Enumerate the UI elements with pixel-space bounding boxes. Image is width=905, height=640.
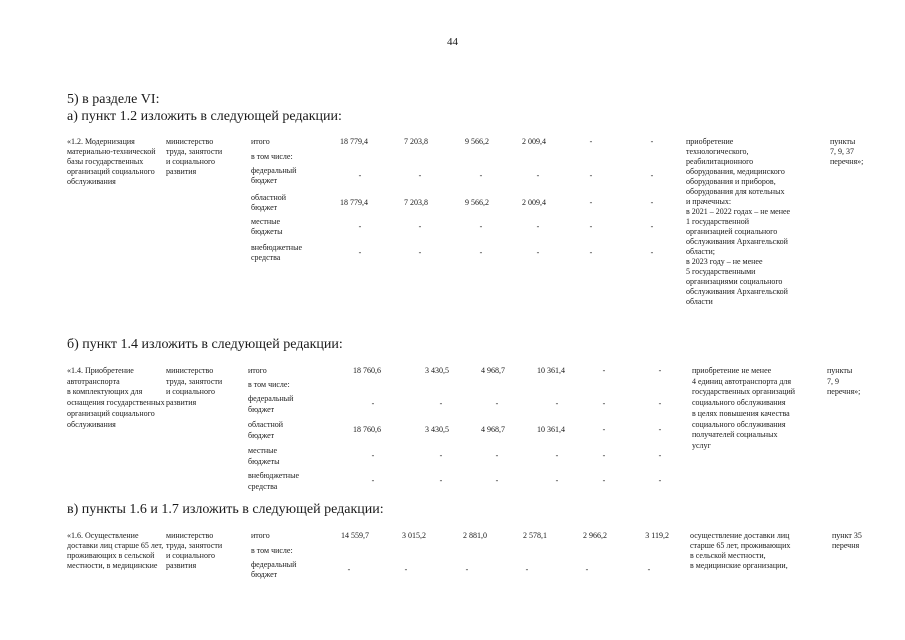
funding-source-label: средства bbox=[248, 481, 278, 491]
funding-dash: - bbox=[589, 137, 593, 146]
measure-name-line: обслуживания bbox=[67, 177, 116, 186]
funding-dash: - bbox=[418, 222, 422, 231]
section-c-heading: в) пункты 1.6 и 1.7 изложить в следующей редакции: bbox=[67, 502, 384, 517]
executor-line: труда, занятости bbox=[166, 376, 223, 386]
expected-result-line: социального обслуживания bbox=[692, 398, 786, 408]
funding-source-label: местные bbox=[248, 446, 278, 455]
funding-dash: - bbox=[589, 198, 593, 207]
expected-result-line: приобретение bbox=[686, 137, 734, 146]
funding-dash: - bbox=[439, 476, 443, 486]
funding-amount: 4 968,7 bbox=[481, 366, 505, 375]
funding-amount: 2 881,0 bbox=[463, 531, 487, 540]
funding-dash: - bbox=[525, 565, 529, 574]
funding-amount: 2 009,4 bbox=[522, 137, 546, 146]
expected-result-line: реабилитационного bbox=[686, 157, 754, 166]
funding-dash: - bbox=[658, 399, 662, 409]
funding-dash: - bbox=[589, 171, 593, 180]
expected-result-line: организациями социального bbox=[686, 277, 783, 286]
funding-dash: - bbox=[439, 399, 443, 409]
expected-result-line: 1 государственной bbox=[686, 217, 750, 226]
funding-amount: 9 566,2 bbox=[465, 198, 489, 207]
funding-source-label: внебюджетные bbox=[251, 243, 302, 252]
funding-dash: - bbox=[650, 198, 654, 207]
expected-result-line: осуществление доставки лиц bbox=[690, 531, 790, 540]
funding-dash: - bbox=[404, 565, 408, 574]
measure-name-line: материально-технической bbox=[67, 147, 156, 156]
funding-dash: - bbox=[650, 171, 654, 180]
expected-result-line: оборудования для котельных bbox=[686, 187, 785, 196]
funding-amount: 18 760,6 bbox=[353, 425, 381, 435]
funding-amount: 2 578,1 bbox=[523, 531, 547, 540]
measure-name-line: проживающих в сельской bbox=[67, 551, 155, 560]
funding-source-label: бюджет bbox=[251, 570, 278, 579]
measure-name-line: «1.2. Модернизация bbox=[67, 137, 135, 146]
reference-line: пункты bbox=[830, 137, 856, 146]
executor-line: министерство bbox=[166, 531, 214, 540]
funding-amount: 18 779,4 bbox=[340, 198, 368, 207]
expected-result-line: в сельской местности, bbox=[690, 551, 766, 560]
funding-dash: - bbox=[602, 451, 606, 461]
funding-source-label: бюджет bbox=[251, 176, 278, 185]
funding-dash: - bbox=[358, 171, 362, 180]
funding-amount: 9 566,2 bbox=[465, 137, 489, 146]
measure-name-line: «1.6. Осуществление bbox=[67, 531, 139, 540]
funding-amount: 18 760,6 bbox=[353, 366, 381, 375]
funding-dash: - bbox=[650, 137, 654, 146]
funding-dash: - bbox=[658, 366, 662, 375]
funding-source-label: итого bbox=[251, 137, 270, 146]
funding-dash: - bbox=[495, 476, 499, 486]
executor-line: министерство bbox=[166, 137, 214, 146]
funding-source-label: федеральный bbox=[251, 166, 297, 175]
funding-dash: - bbox=[479, 171, 483, 180]
executor-line: развития bbox=[166, 398, 197, 408]
funding-source-label: внебюджетные bbox=[248, 471, 299, 480]
funding-amount: 4 968,7 bbox=[481, 425, 505, 435]
measure-name-line: оснащения государственных bbox=[67, 398, 165, 408]
funding-source-label: итого bbox=[248, 366, 267, 375]
funding-amount: 10 361,4 bbox=[537, 425, 565, 435]
executor-line: и социального bbox=[166, 157, 216, 166]
funding-dash: - bbox=[358, 222, 362, 231]
funding-source-label: бюджеты bbox=[251, 227, 283, 236]
expected-result-line: старше 65 лет, проживающих bbox=[690, 541, 791, 550]
funding-amount: 3 119,2 bbox=[645, 531, 669, 540]
expected-result-line: и прачечных: bbox=[686, 197, 732, 206]
funding-dash: - bbox=[371, 399, 375, 409]
measure-name-line: базы государственных bbox=[67, 157, 144, 166]
funding-amount: 3 430,5 bbox=[425, 366, 449, 375]
expected-result-line: организацией социального bbox=[686, 227, 778, 236]
funding-amount: 14 559,7 bbox=[341, 531, 369, 540]
funding-dash: - bbox=[418, 171, 422, 180]
funding-dash: - bbox=[536, 171, 540, 180]
measure-name-line: доставки лиц старше 65 лет, bbox=[67, 541, 164, 550]
funding-dash: - bbox=[589, 248, 593, 257]
executor-line: развития bbox=[166, 561, 197, 570]
funding-amount: 3 015,2 bbox=[402, 531, 426, 540]
funding-dash: - bbox=[602, 476, 606, 486]
expected-result-line: услуг bbox=[692, 440, 711, 450]
funding-source-label: федеральный bbox=[248, 394, 294, 403]
expected-result-line: получателей социальных bbox=[692, 430, 778, 440]
measure-name-line: местности, в медицинские bbox=[67, 561, 158, 570]
funding-dash: - bbox=[495, 451, 499, 461]
section-intro: 5) в разделе VI: bbox=[67, 92, 160, 107]
funding-dash: - bbox=[358, 248, 362, 257]
funding-dash: - bbox=[647, 565, 651, 574]
reference-line: перечня»; bbox=[827, 387, 861, 397]
executor-line: и социального bbox=[166, 387, 216, 397]
funding-source-label: бюджет bbox=[251, 203, 278, 212]
expected-result-line: приобретение не менее bbox=[692, 366, 772, 375]
funding-dash: - bbox=[347, 565, 351, 574]
funding-source-label: бюджет bbox=[248, 404, 275, 414]
expected-result-line: в 2021 – 2022 годах – не менее bbox=[686, 207, 791, 216]
expected-result-line: 4 единиц автотранспорта для bbox=[692, 376, 792, 386]
funding-dash: - bbox=[371, 476, 375, 486]
expected-result-line: области; bbox=[686, 247, 715, 256]
section-a-heading: а) пункт 1.2 изложить в следующей редакции: bbox=[67, 109, 342, 124]
funding-source-label: местные bbox=[251, 217, 281, 226]
expected-result-line: 5 государственными bbox=[686, 267, 756, 276]
expected-result-line: в медицинские организации, bbox=[690, 561, 788, 570]
expected-result-line: государственных организаций bbox=[692, 387, 796, 397]
funding-dash: - bbox=[658, 451, 662, 461]
funding-source-label: областной bbox=[248, 420, 284, 429]
funding-dash: - bbox=[555, 399, 559, 409]
funding-amount: 7 203,8 bbox=[404, 198, 428, 207]
funding-amount: 18 779,4 bbox=[340, 137, 368, 146]
expected-result-line: социального обслуживания bbox=[692, 419, 786, 429]
expected-result-line: технологического, bbox=[686, 147, 749, 156]
page-number: 44 bbox=[447, 36, 458, 48]
funding-dash: - bbox=[465, 565, 469, 574]
reference-line: пункт 35 bbox=[832, 531, 862, 540]
section-b-heading: б) пункт 1.4 изложить в следующей редакции: bbox=[67, 337, 343, 352]
funding-dash: - bbox=[602, 366, 606, 375]
funding-dash: - bbox=[536, 248, 540, 257]
reference-line: пункты bbox=[827, 366, 853, 375]
expected-result-line: области bbox=[686, 297, 713, 306]
funding-dash: - bbox=[650, 222, 654, 231]
funding-dash: - bbox=[536, 222, 540, 231]
reference-line: 7, 9, 37 bbox=[830, 147, 854, 156]
executor-line: труда, занятости bbox=[166, 541, 223, 550]
executor-line: труда, занятости bbox=[166, 147, 223, 156]
funding-dash: - bbox=[495, 399, 499, 409]
measure-name-line: организаций социального bbox=[67, 408, 155, 418]
funding-amount: 7 203,8 bbox=[404, 137, 428, 146]
funding-dash: - bbox=[585, 565, 589, 574]
funding-source-label: бюджеты bbox=[248, 456, 280, 466]
executor-line: развития bbox=[166, 167, 197, 176]
measure-name-line: «1.4. Приобретение bbox=[67, 366, 134, 375]
funding-source-label: в том числе: bbox=[248, 380, 290, 389]
funding-dash: - bbox=[602, 425, 606, 435]
expected-result-line: обслуживания Архангельской bbox=[686, 237, 788, 246]
measure-name-line: обслуживания bbox=[67, 419, 116, 429]
measure-name-line: в комплектующих для bbox=[67, 387, 143, 397]
funding-dash: - bbox=[658, 476, 662, 486]
funding-source-label: в том числе: bbox=[251, 152, 293, 161]
funding-source-label: в том числе: bbox=[251, 546, 293, 555]
funding-dash: - bbox=[555, 476, 559, 486]
funding-source-label: областной bbox=[251, 193, 287, 202]
expected-result-line: в 2023 году – не менее bbox=[686, 257, 763, 266]
funding-dash: - bbox=[589, 222, 593, 231]
funding-source-label: средства bbox=[251, 253, 281, 262]
funding-dash: - bbox=[650, 248, 654, 257]
funding-source-label: федеральный bbox=[251, 560, 297, 569]
funding-amount: 2 966,2 bbox=[583, 531, 607, 540]
measure-name-line: автотранспорта bbox=[67, 376, 120, 386]
funding-amount: 10 361,4 bbox=[537, 366, 565, 375]
measure-name-line: организаций социального bbox=[67, 167, 155, 176]
reference-line: перечня bbox=[832, 541, 860, 550]
funding-dash: - bbox=[555, 451, 559, 461]
funding-dash: - bbox=[658, 425, 662, 435]
funding-dash: - bbox=[371, 451, 375, 461]
executor-line: министерство bbox=[166, 366, 214, 375]
expected-result-line: оборудования, медицинского bbox=[686, 167, 785, 176]
executor-line: и социального bbox=[166, 551, 216, 560]
funding-dash: - bbox=[479, 222, 483, 231]
funding-dash: - bbox=[418, 248, 422, 257]
reference-line: перечня»; bbox=[830, 157, 864, 166]
expected-result-line: в целях повышения качества bbox=[692, 408, 790, 418]
funding-amount: 2 009,4 bbox=[522, 198, 546, 207]
funding-source-label: итого bbox=[251, 531, 270, 540]
expected-result-line: обслуживания Архангельской bbox=[686, 287, 788, 296]
funding-dash: - bbox=[439, 451, 443, 461]
funding-dash: - bbox=[479, 248, 483, 257]
reference-line: 7, 9 bbox=[827, 376, 839, 386]
funding-dash: - bbox=[602, 399, 606, 409]
expected-result-line: оборудования и приборов, bbox=[686, 177, 776, 186]
funding-source-label: бюджет bbox=[248, 430, 275, 440]
funding-amount: 3 430,5 bbox=[425, 425, 449, 435]
